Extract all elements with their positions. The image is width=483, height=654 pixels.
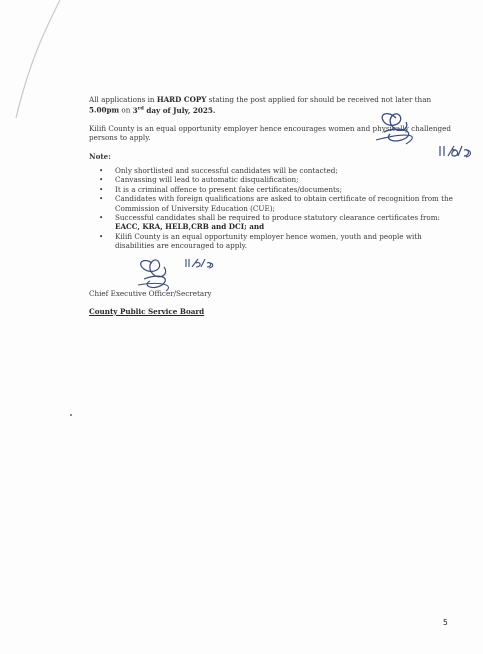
application-deadline-paragraph: All applications in HARD COPY stating the post applied for should be received not later than 5.00pm on 3rd day of July, 2025. bbox=[89, 95, 432, 115]
page-fold-mark bbox=[0, 0, 70, 120]
list-item: • Candidates with foreign qualifications are asked to obtain certificate of recognition from the Commission of University Education (CUE); bbox=[99, 194, 453, 213]
scan-speck bbox=[70, 414, 72, 416]
equal-opportunity-paragraph: Kilifi County is an equal opportunity employer hence encourages women and physically challenged persons to apply. bbox=[89, 124, 451, 143]
list-item: • Successful candidates shall be required to produce statutory clearance certificates from: EACC, KRA, HELB,CRB and DCI; and bbox=[99, 213, 440, 232]
note-label: Note: bbox=[89, 152, 111, 161]
list-item: • Canvassing will lead to automatic disqualification; bbox=[99, 175, 299, 185]
list-item: • Kilifi County is an equal opportunity employer hence women, youth and people with disabilities are encouraged to apply. bbox=[99, 231, 422, 251]
handwritten-signature-initials bbox=[366, 104, 476, 164]
notes-list bbox=[89, 166, 461, 251]
page-number: 5 bbox=[443, 618, 448, 627]
signatory-title: Chief Executive Officer/Secretary bbox=[89, 289, 212, 298]
list-item: • It is a criminal offence to present fake certificates/documents; bbox=[99, 184, 343, 194]
board-name: County Public Service Board bbox=[89, 307, 205, 316]
list-item: • Only shortlisted and successful candidates will be contacted; bbox=[99, 166, 338, 175]
